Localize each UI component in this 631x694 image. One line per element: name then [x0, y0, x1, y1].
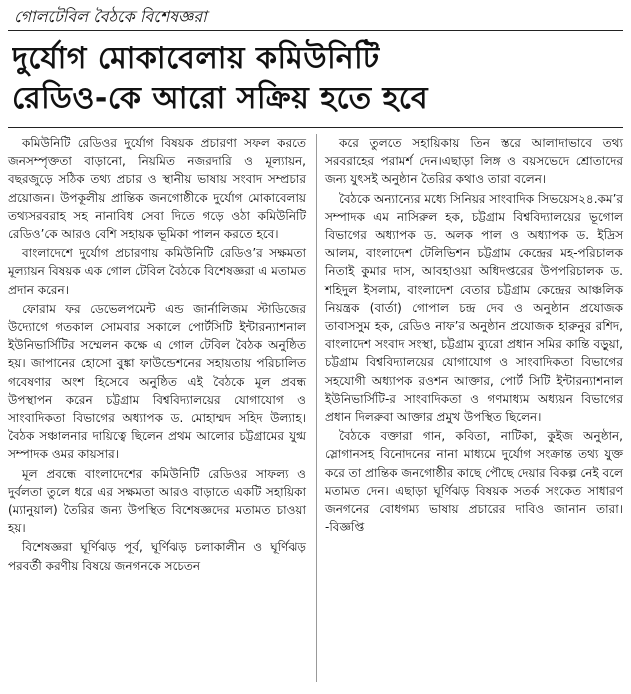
- paragraph: করে তুলতে সহায়িকায় তিন স্তরে আলাদাভাবে তথ্য সরবরাহের পরামর্শ দেন।এছাড়া লিঙ্গ ও বয়সভেদে শ্রোতাদের জন্য যুৎসই অনুষ্ঠান তৈরির কথাও তারা বলেন।: [325, 136, 623, 187]
- headline: [12, 39, 623, 119]
- kicker: গোলটেবিল বৈঠকে বিশেষজ্ঞরা: [8, 6, 623, 31]
- article-column-right: [316, 134, 623, 682]
- paragraph: বৈঠকে বক্তারা গান, কবিতা, নাটিকা, কুইজ অনুষ্ঠান, স্লোগানসহ বিনোদনের নানা মাধ্যমে দুর্যোগ সংক্রান্ত তথ্য যুক্ত করে তা প্রান্তিক জনগোষ্ঠীর কাছে পৌছে দেয়ার বিকল্প নেই বলে মতামত দেন। এছাড়া ঘূর্ণিঝড় বিষয়ক সতর্ক সংকেত সাধারণ জনগনের বোধগম্য ভাষায় প্রচারের দাবিও জানান তারা। -বিজ্ঞপ্তি: [325, 429, 623, 535]
- headline-line-2: রেডিও-কে আরো সক্রিয় হতে হবে: [12, 81, 429, 116]
- paragraph: মূল প্রবন্ধে বাংলাদেশের কমিউনিটি রেডিওর সাফল্য ও দুর্বলতা তুলে ধরে এর সক্ষমতা আরও বাড়াতে একটি সহায়িকা (ম্যানুয়াল) তৈরির জন্য উপস্থিত বিশেষজ্ঞদের মতামত চাওয়া হয়।: [8, 466, 306, 536]
- article-body: [8, 134, 623, 682]
- paragraph: ফোরাম ফর ডেভেলপমেন্ট এন্ড জার্নালিজম স্টাডিজের উদ্যোগে গতকাল সোমবার সকালে পোর্টসিটি ইন্টারন্যাশনাল ইউনিভার্সিটির সম্মেলন কক্ষে এ গোল টেবিল বৈঠক অনুষ্ঠিত হয়। জাপানের হোসো বুঙ্কা ফাউন্ডেশনের সহায়তায় পরিচালিত গবেষণার অংশ হিসেবে অনুষ্ঠিত এই বৈঠকে মূল প্রবন্ধ উপস্থাপন করেন চট্টগ্রাম বিশ্ববিদ্যালয়ের যোগাযোগ ও সাংবাদিকতা বিভাগের অধ্যাপক ড. মোহাম্মদ সহিদ উল্যাহ। বৈঠক সঞ্চালনার দায়িত্বে ছিলেন প্রথম আলোর চট্টগ্রামের যুগ্ম সম্পাদক ওমর কায়সার।: [8, 301, 306, 462]
- paragraph: বিশেষজ্ঞরা ঘূর্ণিঝড় পূর্ব, ঘূর্ণিঝড় চলাকালীন ও ঘূর্ণিঝড় পরবর্তী করণীয় বিষয়ে জনগনকে সচেতন: [8, 540, 306, 573]
- divider: [8, 127, 623, 128]
- article-column-left: [8, 134, 306, 682]
- paragraph: বৈঠকে অন্যান্যের মধ্যে সিনিয়র সাংবাদিক সিভয়েস২৪.কম’র সম্পাদক এম নাসিরুল হক, চট্টগ্রাম বিশ্ববিদ্যালয়ের ভূগোল বিভাগের অধ্যাপক ড. অলক পাল ও অধ্যাপক ড. ইদ্রিস আলম, বাংলাদেশ টেলিভিশন চট্টগ্রাম কেন্দ্রের মহ-পরিচালক নিতাই কুমার দাস, আবহাওয়া অধিদপ্তরের উপপরিচালক ড. শহিদুল ইসলাম, বাংলাদেশ বেতার চট্টগ্রাম কেন্দ্রের আঞ্চলিক নিয়ন্ত্রক (বার্তা) গোপাল চন্দ্র দেব ও অনুষ্ঠান প্রযোজক তাবাসসুম হক, রেডিও নাফ’র অনুষ্ঠান প্রযোজক হারুনুর রশিদ, বাংলাদেশ সংবাদ সংস্থা, চট্টগ্রাম ব্যুরো প্রধান সমির কান্তি বড়ুয়া, চট্টগ্রাম বিশ্ববিদ্যালয়ের যোগাযোগ ও সাংবাদিকতা বিভাগের সহযোগী অধ্যাপক রওশন আক্তার, পোর্ট সিটি ইন্টারন্যাশনাল ইউনিভার্সিটি-র সাংবাদিকতা ও গণমাধ্যম অধ্যয়ন বিভাগের প্রধান দিলরুবা আক্তার প্রমুখ উপস্থিত ছিলেন।: [325, 191, 623, 425]
- headline-line-1: দুর্যোগ মোকাবেলায় কমিউনিটি: [12, 41, 380, 76]
- paragraph: বাংলাদেশে দুর্যোগ প্রচারণায় কমিউনিটি রেডিও’র সক্ষমতা মূল্যায়ন বিষয়ক এক গোল টেবিল বৈঠকে বিশেষজ্ঞরা এ মতামত প্রদান করেন।: [8, 246, 306, 297]
- paragraph: কমিউনিটি রেডিওর দুর্যোগ বিষয়ক প্রচারণা সফল করতে জনসম্পৃক্ততা বাড়ানো, নিয়মিত নজরদারি ও মূল্যায়ন, বছরজুড়ে সঠিক তথ্য প্রচার ও স্থানীয় ভাষায় সংবাদ সম্প্রচার প্রয়োজন। উপকূলীয় প্রান্তিক জনগোষ্ঠীকে দুর্যোগ মোকাবেলায় তথ্যসরবরাহ সহ নানাবিধ সেবা দিতে গড়ে ওঠা কমিউনিটি রেডিও’কে আরও বেশি সহায়ক ভূমিকা পালন করতে হবে।: [8, 136, 306, 242]
